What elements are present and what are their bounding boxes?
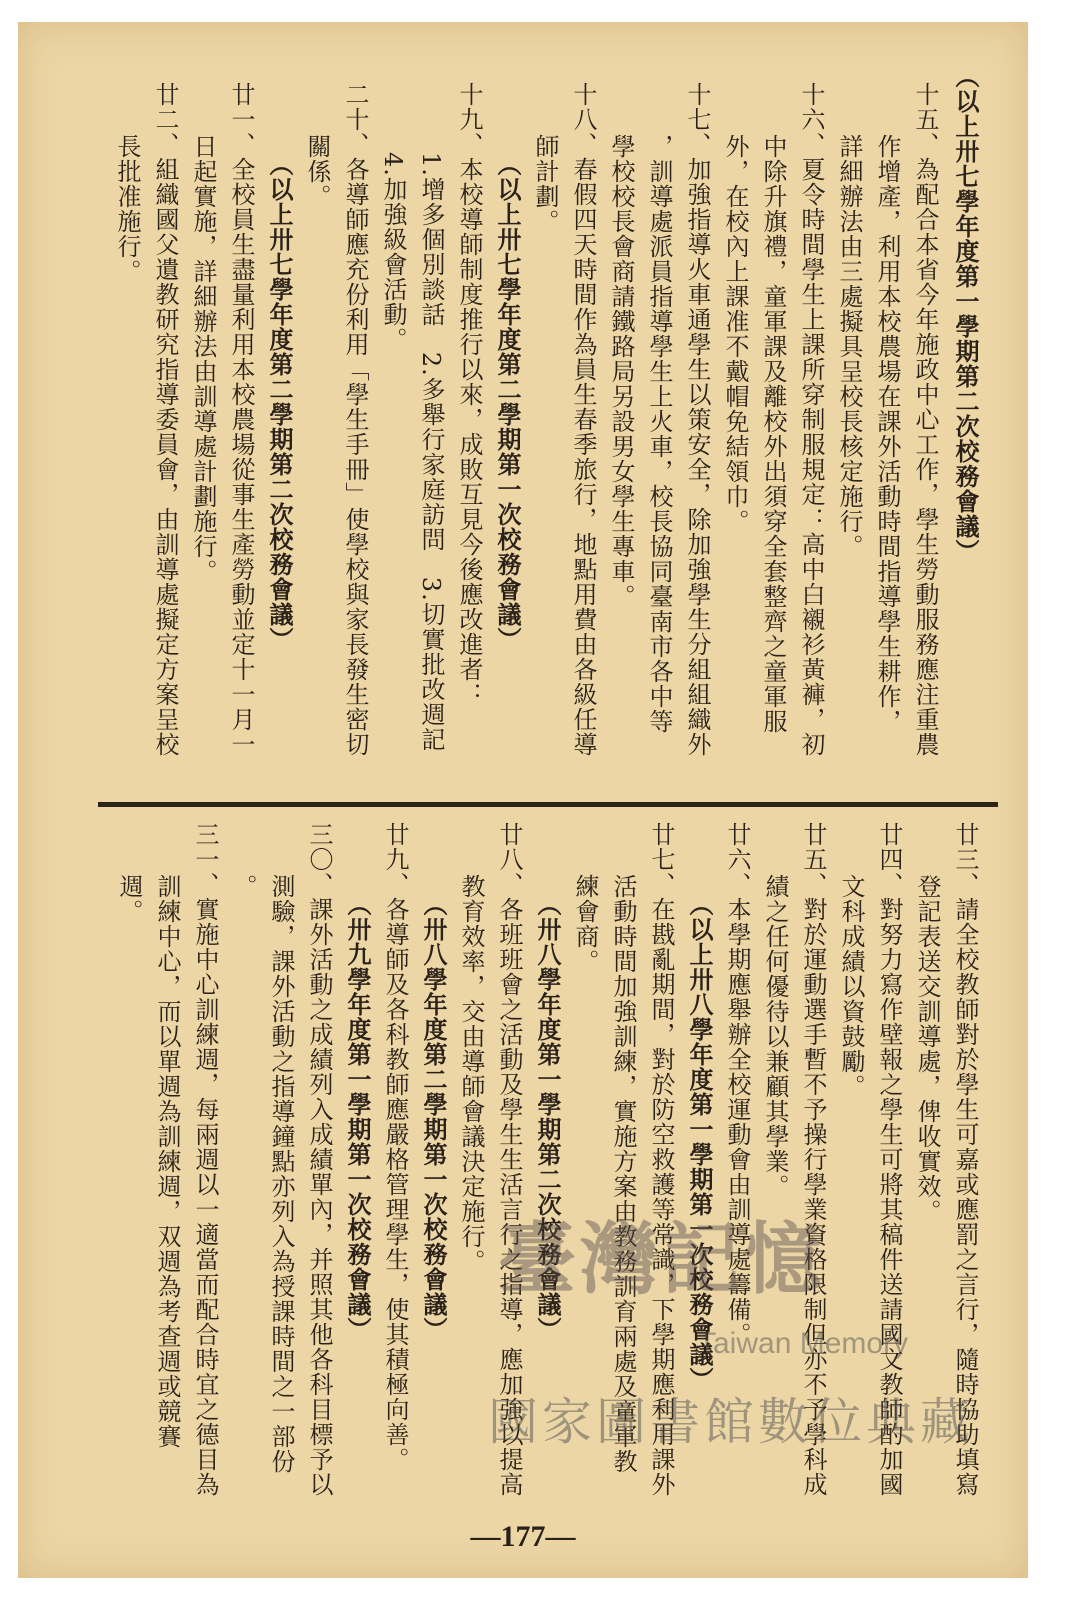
page-number: —177— (470, 1520, 576, 1553)
text-column: 十九、本校導師制度推行以來，成敗互見今後應改進者： (455, 82, 483, 707)
text-column: 測驗，課外活動之指導鐘點亦列入為授課時間之一部份 (267, 874, 295, 1474)
text-column: 練會商。 (571, 874, 599, 974)
text-column: 十八、春假四天時間作為員生春季旅行，地點用費由各級任導 (569, 82, 597, 757)
text-column: 週。 (115, 874, 143, 924)
text-column: 文科成績以資鼓勵。 (837, 874, 865, 1099)
text-column: 1.增多個別談話 2.多舉行家庭訪問 3.切實批改週記 (417, 152, 445, 752)
text-column: 活動時間加強訓練，實施方案由教務訓育兩處及童軍教 (609, 874, 637, 1474)
meeting-note: （以上卅八學年度第一學期第一次校務會議） (685, 892, 714, 1392)
text-column: 廿六、本學期應舉辦全校運動會由訓導處籌備。 (723, 822, 751, 1347)
text-column: 師計劃。 (531, 134, 559, 234)
text-column: 廿五、對於運動選手暫不予操行學業資格限制但亦不予學科成 (799, 822, 827, 1497)
text-column: 十七、加強指導火車通學生以策安全，除加強學生分組組織外 (683, 82, 711, 757)
meeting-note: （卅九學年度第一學期第一次校務會議） (343, 892, 372, 1342)
text-column: 二十、各導師應充份利用「學生手冊」使學校與家長發生密切 (341, 82, 369, 757)
text-column: 廿四、對努力寫作壁報之學生可將其稿件送請國文教師酌加國 (875, 822, 903, 1497)
text-column: 廿三、請全校教師對於學生可嘉或應罰之言行，隨時協助填寫 (951, 822, 979, 1497)
text-column: 4.加強級會活動。 (379, 152, 407, 352)
meeting-note: （以上卅七學年度第二學期第二次校務會議） (265, 152, 294, 652)
text-column: 作增產，利用本校農場在課外活動時間指導學生耕作， (873, 134, 901, 734)
text-column: 廿七、在戡亂期間，對於防空救護等常識，下學期應利用課外 (647, 822, 675, 1497)
text-column: 學校校長會商請鐵路局另設男女學生專車。 (607, 134, 635, 609)
text-column: 中除升旗禮，童軍課及離校外出須穿全套整齊之童軍服 (759, 134, 787, 734)
text-column: 三〇、課外活動之成績列入成績單內，并照其他各科目標予以 (305, 822, 333, 1497)
text-column: 詳細辦法由三處擬具呈校長核定施行。 (835, 134, 863, 559)
text-column: 三一、實施中心訓練週，每兩週以一適當而配合時宜之德目為 (191, 822, 219, 1497)
text-column: ，訓導處派員指導學生上火車，校長協同臺南市各中等 (645, 134, 673, 734)
text-column: 廿八、各班班會之活動及學生生活言行之指導，應加強以提高 (495, 822, 523, 1497)
meeting-note: （卅八學年度第一學期第二次校務會議） (533, 892, 562, 1342)
meeting-note: （卅八學年度第二學期第一次校務會議） (419, 892, 448, 1342)
section-divider (98, 802, 998, 807)
text-column: 外，在校內上課准不戴帽免結領巾。 (721, 134, 749, 534)
text-column: 十六、夏令時間學生上課所穿制服規定：高中白襯衫黃褲，初 (797, 82, 825, 757)
meeting-note: （以上卅七學年度第一學期第二次校務會議） (951, 64, 980, 564)
text-column: 教育效率，交由導師會議決定施行。 (457, 874, 485, 1274)
text-column: 廿二、組織國父遺教研究指導委員會，由訓導處擬定方案呈校 (151, 82, 179, 757)
text-column: 訓練中心，而以單週為訓練週，双週為考查週或競賽 (153, 874, 181, 1449)
text-column: 廿九、各導師及各科教師應嚴格管理學生，使其積極向善。 (381, 822, 409, 1472)
watermark-english: Taiwan Memory (698, 1327, 909, 1360)
text-column: 。 (229, 874, 257, 899)
text-column: 登記表送交訓導處，俾收實效。 (913, 874, 941, 1224)
text-column: 廿一、全校員生盡量利用本校農場從事生產勞動並定十一月一 (227, 82, 255, 757)
document-page (18, 22, 1028, 1578)
text-column: 十五、為配合本省今年施政中心工作，學生勞動服務應注重農 (911, 82, 939, 757)
text-column: 績之任何優待以兼顧其學業。 (761, 874, 789, 1199)
text-column: 長批准施行。 (113, 134, 141, 284)
text-column: 關係。 (303, 134, 331, 209)
watermark-subtitle: 國家圖書館數位典藏 (488, 1393, 974, 1451)
text-column: 日起實施，詳細辦法由訓導處計劃施行。 (189, 134, 217, 584)
meeting-note: （以上卅七學年度第二學期第一次校務會議） (493, 152, 522, 652)
watermark-title: 臺灣記憶 (498, 1214, 827, 1305)
